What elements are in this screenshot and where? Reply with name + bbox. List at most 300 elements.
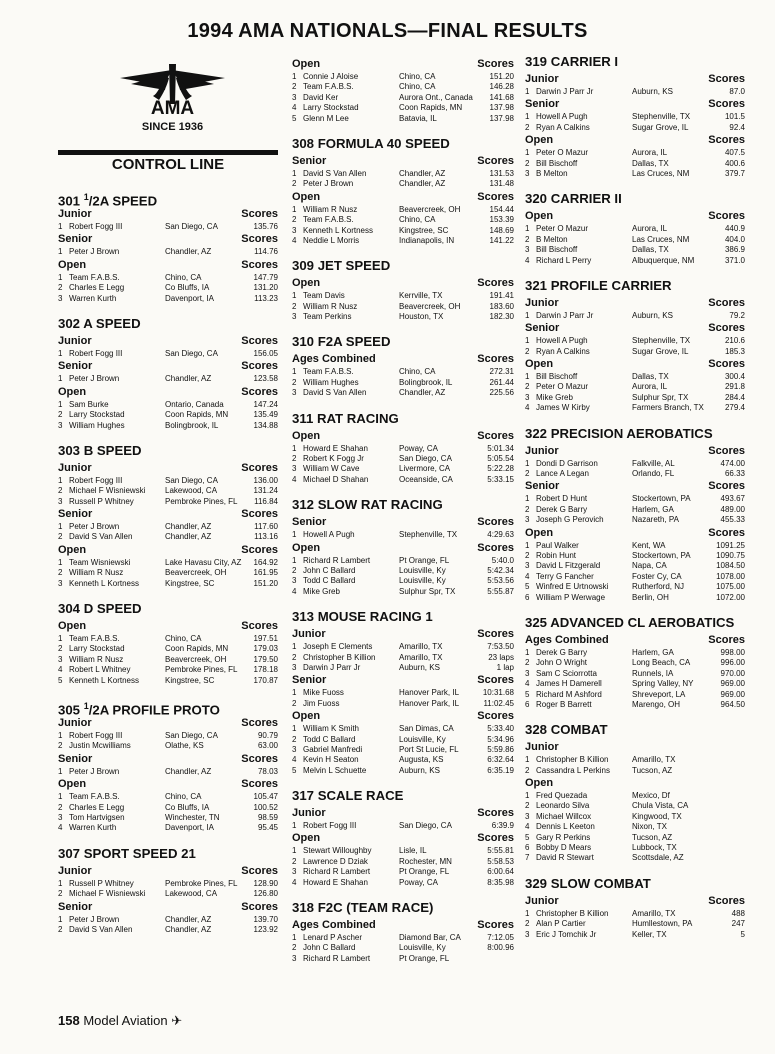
division-label: Ages Combined xyxy=(292,919,376,932)
competitor-name: James W Kirby xyxy=(536,403,590,413)
event-block xyxy=(292,256,514,322)
score: 11:02.45 xyxy=(483,698,514,708)
place: 4 xyxy=(525,571,530,581)
hometown: Auburn, KS xyxy=(399,765,440,775)
competitor-name: Larry Stockstad xyxy=(69,410,125,420)
competitor-name: Dennis L Keeton xyxy=(536,822,595,832)
competitor-name: Larry Stockstad xyxy=(303,103,359,113)
event-number: 317 xyxy=(292,788,315,804)
place: 2 xyxy=(292,856,297,866)
ama-wings-icon xyxy=(105,64,240,142)
score: 116.84 xyxy=(254,496,278,506)
publication-name: Model Aviation xyxy=(83,1013,168,1028)
event-fraction-rest: /2A xyxy=(88,193,109,209)
division-label: Junior xyxy=(58,716,92,729)
result-row xyxy=(525,853,745,863)
hometown: Tucson, AZ xyxy=(632,832,673,842)
competitor-name: Howard E Shahan xyxy=(303,443,368,453)
place: 2 xyxy=(292,734,297,744)
scores-label: Scores xyxy=(477,541,514,554)
division-label: Senior xyxy=(525,98,560,111)
division-header xyxy=(58,543,278,558)
hometown: Chandler, AZ xyxy=(165,522,212,532)
place: 1 xyxy=(58,475,63,485)
competitor-name: Derek G Barry xyxy=(536,504,588,514)
place: 2 xyxy=(525,801,530,811)
score: 63.00 xyxy=(257,741,278,751)
event-block xyxy=(292,57,514,124)
place: 3 xyxy=(525,561,530,571)
competitor-name: Todd C Ballard xyxy=(303,734,356,744)
division-label: Junior xyxy=(525,741,559,754)
place: 3 xyxy=(58,496,63,506)
result-row xyxy=(525,169,745,179)
event-fraction-top: 1 xyxy=(83,192,89,202)
competitor-name: Roger B Barrett xyxy=(536,699,592,709)
hometown: Rochester, MN xyxy=(399,856,452,866)
event-block xyxy=(525,874,745,940)
division-header xyxy=(525,894,745,909)
division-header xyxy=(58,258,278,273)
event-block xyxy=(525,276,745,414)
hometown: Davenport, IA xyxy=(165,293,214,303)
score: 101.5 xyxy=(724,112,745,122)
scores-label: Scores xyxy=(477,190,514,203)
scores-label: Scores xyxy=(708,322,745,335)
division-label: Junior xyxy=(58,334,92,347)
result-row xyxy=(292,291,514,301)
place: 3 xyxy=(525,811,530,821)
score: 170.87 xyxy=(253,675,278,685)
score xyxy=(709,766,745,776)
score: 161.95 xyxy=(253,568,278,578)
result-row xyxy=(525,148,745,158)
scores-label: Scores xyxy=(708,98,745,111)
division-label: Junior xyxy=(58,461,92,474)
event-name: ADVANCED CL AEROBATICS xyxy=(550,614,735,630)
place: 2 xyxy=(525,658,530,668)
hometown: Coon Rapids, MN xyxy=(165,410,229,420)
result-row xyxy=(58,283,278,293)
competitor-name: David Ker xyxy=(303,92,339,102)
hometown: Auburn, KS xyxy=(632,87,673,96)
place: 1 xyxy=(58,878,63,888)
division-label: Senior xyxy=(525,322,560,335)
competitor-name: Robert Fogg III xyxy=(69,475,123,485)
score xyxy=(709,843,745,853)
competitor-name: Robert L Whitney xyxy=(69,665,131,675)
event-block xyxy=(58,844,278,936)
competitor-name: John C Ballard xyxy=(303,565,356,575)
hometown: Keller, TX xyxy=(632,929,667,939)
event-name: SLOW COMBAT xyxy=(550,875,651,891)
ama-logo xyxy=(105,64,240,142)
place: 2 xyxy=(525,919,530,929)
hometown: Stephenville, TX xyxy=(632,336,691,346)
result-row xyxy=(58,222,278,232)
hometown: Chandler, AZ xyxy=(165,914,212,924)
score: 23 laps xyxy=(488,652,514,662)
scores-label: Scores xyxy=(477,628,514,641)
division-header xyxy=(292,673,514,688)
division-label: Senior xyxy=(58,508,93,521)
place: 1 xyxy=(58,914,63,924)
hometown: San Diego, CA xyxy=(399,821,452,831)
result-row xyxy=(525,690,745,700)
division-label: Open xyxy=(292,58,321,70)
competitor-name: Stewart Willoughby xyxy=(303,846,372,856)
competitor-name: Peter J Brown xyxy=(69,914,120,924)
result-row xyxy=(525,469,745,479)
score: 154.44 xyxy=(489,204,514,214)
hometown: Chandler, AZ xyxy=(165,766,212,776)
result-row xyxy=(292,766,514,776)
event-title xyxy=(525,874,745,894)
hometown: Napa, CA xyxy=(632,561,667,571)
hometown: Sulphur Spr, TX xyxy=(632,392,689,402)
result-row xyxy=(58,558,278,568)
place: 2 xyxy=(58,802,63,812)
result-row xyxy=(525,235,745,245)
place: 5 xyxy=(58,675,63,685)
hometown: Kent, WA xyxy=(632,540,666,550)
competitor-name: Howell A Pugh xyxy=(303,530,355,540)
place: 1 xyxy=(525,87,530,96)
score: 440.9 xyxy=(724,224,745,234)
division-header xyxy=(58,359,278,374)
score: 5:33.40 xyxy=(487,724,514,734)
hometown: Orlando, FL xyxy=(632,469,675,479)
score: 1072.00 xyxy=(716,592,745,602)
competitor-name: Peter O Mazur xyxy=(536,148,589,158)
result-row xyxy=(292,653,514,663)
result-row xyxy=(58,579,278,589)
hometown: Pt Orange, FL xyxy=(399,867,450,877)
hometown: Rutherford, NJ xyxy=(632,582,685,592)
result-row xyxy=(525,459,745,469)
score: 148.69 xyxy=(489,225,514,235)
score: 105.47 xyxy=(253,792,278,802)
competitor-name: David S Van Allen xyxy=(69,924,133,934)
division-label: Senior xyxy=(292,154,327,167)
scores-label: Scores xyxy=(708,73,745,85)
hometown: Batavia, IL xyxy=(399,113,437,123)
place: 1 xyxy=(525,647,530,657)
hometown: Chino, CA xyxy=(165,272,202,282)
place: 2 xyxy=(525,158,530,168)
hometown: Sulphur Spr, TX xyxy=(399,586,456,596)
competitor-name: Christopher B Killion xyxy=(536,755,609,765)
score: 114.76 xyxy=(254,247,278,257)
scores-label: Scores xyxy=(241,752,278,765)
place: 2 xyxy=(525,765,530,775)
competitor-name: Charles E Legg xyxy=(69,802,125,812)
result-row xyxy=(525,256,745,266)
result-row xyxy=(292,454,514,464)
score: 164.92 xyxy=(253,557,278,567)
event-block xyxy=(292,898,514,964)
hometown: Co Bluffs, IA xyxy=(165,802,210,812)
scores-label: Scores xyxy=(708,633,745,646)
place: 1 xyxy=(525,755,530,765)
place: 2 xyxy=(525,122,530,132)
hometown: Oceanside, CA xyxy=(399,474,453,484)
competitor-name: John O Wright xyxy=(536,658,587,668)
division-label: Junior xyxy=(525,894,559,907)
event-title xyxy=(525,613,745,633)
competitor-name: William R Nusz xyxy=(69,568,124,578)
score: 137.98 xyxy=(489,113,514,123)
result-row xyxy=(525,112,745,122)
hometown: Amarillo, TX xyxy=(632,908,676,918)
score: 137.98 xyxy=(489,103,514,113)
division-label: Senior xyxy=(292,516,327,529)
result-row xyxy=(58,665,278,675)
event-number: 302 xyxy=(58,315,81,331)
result-row xyxy=(292,954,514,964)
hometown: Port St Lucie, FL xyxy=(399,744,459,754)
division-header xyxy=(58,232,278,247)
place: 7 xyxy=(525,853,530,863)
result-row xyxy=(292,933,514,943)
score: 123.92 xyxy=(253,924,278,934)
place: 1 xyxy=(58,348,63,358)
place: 1 xyxy=(292,555,297,565)
competitor-name: William R Nusz xyxy=(303,204,358,214)
event-fraction-top: 1 xyxy=(83,700,89,711)
division-header xyxy=(525,296,745,311)
score xyxy=(709,822,745,832)
hometown: San Dimas, CA xyxy=(399,724,454,734)
event-number: 312 xyxy=(292,497,315,513)
event-name: CARRIER I xyxy=(550,54,619,69)
score: 146.28 xyxy=(489,82,514,92)
division-label: Junior xyxy=(292,628,326,641)
place: 2 xyxy=(58,486,63,496)
scores-label: Scores xyxy=(477,807,514,820)
division-label: Junior xyxy=(58,864,92,877)
result-row xyxy=(58,767,278,777)
competitor-name: Melvin L Schuette xyxy=(303,765,367,775)
hometown: Nazareth, PA xyxy=(632,515,679,525)
event-title xyxy=(292,786,514,806)
result-row xyxy=(525,909,745,919)
competitor-name: Cassandra L Perkins xyxy=(536,765,610,775)
score: 66.33 xyxy=(724,469,745,479)
division-header xyxy=(525,776,745,791)
hometown: Albuquerque, NM xyxy=(632,255,695,265)
score: 5:59.86 xyxy=(487,744,514,754)
hometown: Amarillo, TX xyxy=(399,652,443,662)
result-row xyxy=(525,403,745,413)
score: 10:31.68 xyxy=(482,688,514,698)
score: 4:29.63 xyxy=(487,530,514,540)
result-row xyxy=(58,349,278,359)
competitor-name: Larry Stockstad xyxy=(69,644,125,654)
hometown: Las Cruces, NM xyxy=(632,168,690,178)
result-row xyxy=(525,515,745,525)
division-label: Open xyxy=(525,134,554,147)
score xyxy=(709,833,745,843)
result-row xyxy=(292,103,514,113)
competitor-name: Warren Kurth xyxy=(69,823,117,833)
score: 247 xyxy=(731,919,745,929)
place: 4 xyxy=(58,823,63,833)
place: 2 xyxy=(292,943,297,953)
event-number: 307 xyxy=(58,845,81,861)
division-label: Ages Combined xyxy=(292,353,376,366)
place: 4 xyxy=(292,877,297,887)
result-row xyxy=(525,347,745,357)
division-label: Open xyxy=(58,258,87,271)
results-column-1 xyxy=(58,187,278,945)
competitor-name: Richard R Lambert xyxy=(303,867,371,877)
event-title xyxy=(525,424,745,444)
competitor-name: Tom Hartvigsen xyxy=(69,812,125,822)
hometown: Stockertown, PA xyxy=(632,494,691,504)
place: 3 xyxy=(525,245,530,255)
division-label: Open xyxy=(525,526,554,539)
result-row xyxy=(525,224,745,234)
result-row xyxy=(58,655,278,665)
competitor-name: Warren Kurth xyxy=(69,293,117,303)
score: 379.7 xyxy=(724,168,745,178)
event-name: B SPEED xyxy=(83,442,142,458)
event-number: 309 xyxy=(292,258,315,274)
event-fraction-rest: /2A xyxy=(88,702,109,718)
competitor-name: Michael D Shahan xyxy=(303,474,369,484)
result-row xyxy=(525,669,745,679)
division-header xyxy=(58,716,278,731)
airplane-icon: ✈ xyxy=(171,1013,183,1028)
hometown: Bolingbrook, IL xyxy=(399,377,453,387)
hometown: Lakewood, CA xyxy=(165,486,218,496)
place: 3 xyxy=(525,515,530,525)
event-number: 310 xyxy=(292,334,315,350)
place: 2 xyxy=(58,741,63,751)
place: 1 xyxy=(525,310,530,320)
result-row xyxy=(58,889,278,899)
section-heading: CONTROL LINE xyxy=(111,156,225,173)
hometown: Amarillo, TX xyxy=(632,755,676,765)
place: 2 xyxy=(58,889,63,899)
event-name: PROFILE CARRIER xyxy=(550,277,672,293)
score: 6:39.9 xyxy=(491,821,514,831)
event-number: 303 xyxy=(58,442,81,458)
competitor-name: Paul Walker xyxy=(536,540,579,550)
division-header xyxy=(292,806,514,821)
scores-label: Scores xyxy=(708,480,745,493)
score: 5:34.96 xyxy=(487,734,514,744)
score: 178.18 xyxy=(253,665,278,675)
score: 135.49 xyxy=(253,410,278,420)
result-row xyxy=(58,410,278,420)
competitor-name: Russell P Whitney xyxy=(69,496,134,506)
place: 1 xyxy=(292,530,297,540)
place: 1 xyxy=(58,222,63,231)
result-row xyxy=(58,676,278,686)
event-title xyxy=(58,599,278,619)
place: 3 xyxy=(292,312,297,322)
division-header xyxy=(58,619,278,634)
result-row xyxy=(58,273,278,283)
score: 5:53.56 xyxy=(487,576,514,586)
competitor-name: Richard R Lambert xyxy=(303,953,371,963)
hometown: Aurora, IL xyxy=(632,148,668,158)
score: 128.90 xyxy=(253,878,278,888)
place: 3 xyxy=(525,668,530,678)
place: 1 xyxy=(58,766,63,776)
competitor-name: B Melton xyxy=(536,234,568,244)
result-row xyxy=(525,336,745,346)
result-row xyxy=(292,72,514,82)
event-block xyxy=(525,720,745,864)
result-row xyxy=(525,843,745,853)
competitor-name: Alan P Cartier xyxy=(536,919,586,929)
event-name: F2A SPEED xyxy=(317,334,391,350)
scores-label: Scores xyxy=(241,778,278,791)
scores-label: Scores xyxy=(477,516,514,529)
competitor-name: Bill Bischoff xyxy=(536,245,578,255)
result-row xyxy=(525,505,745,515)
competitor-name: Bill Bischoff xyxy=(536,372,578,382)
result-row xyxy=(292,530,514,540)
event-title xyxy=(292,607,514,627)
competitor-name: Team F.A.B.S. xyxy=(69,792,120,802)
scores-label: Scores xyxy=(708,526,745,539)
place: 1 xyxy=(525,224,530,234)
result-row xyxy=(292,745,514,755)
hometown: Lisle, IL xyxy=(399,846,427,856)
hometown: Kingstree, SC xyxy=(165,675,215,685)
division-label: Senior xyxy=(292,674,327,687)
hometown: Mexico, Df xyxy=(632,791,670,801)
division-header xyxy=(525,133,745,148)
event-block xyxy=(525,52,745,179)
score: 225.56 xyxy=(489,388,514,398)
hometown: Auburn, KS xyxy=(632,310,673,320)
scores-label: Scores xyxy=(241,360,278,373)
event-block xyxy=(292,607,514,776)
division-header xyxy=(292,541,514,556)
result-row xyxy=(292,169,514,179)
place: 2 xyxy=(292,377,297,387)
place: 1 xyxy=(292,846,297,856)
event-number: 321 xyxy=(525,277,548,293)
competitor-name: Robert Fogg III xyxy=(69,348,123,358)
score: 98.59 xyxy=(257,812,278,822)
result-row xyxy=(525,679,745,689)
result-row xyxy=(292,179,514,189)
score: 474.00 xyxy=(720,458,745,468)
hometown: Kingstree, SC xyxy=(165,578,215,588)
division-label: Open xyxy=(292,710,321,723)
division-label: Open xyxy=(292,429,321,442)
hometown: Pt Orange, FL xyxy=(399,953,450,963)
scores-label: Scores xyxy=(241,461,278,474)
competitor-name: Richard R Lambert xyxy=(303,555,371,565)
competitor-name: Robert Fogg III xyxy=(69,730,123,740)
hometown: Chandler, AZ xyxy=(165,924,212,934)
place: 5 xyxy=(292,113,297,123)
result-row xyxy=(58,532,278,542)
score: 969.00 xyxy=(720,689,745,699)
place: 2 xyxy=(292,652,297,662)
division-label: Senior xyxy=(58,360,93,373)
hometown: Pembroke Pines, FL xyxy=(165,665,238,675)
event-title xyxy=(525,720,745,740)
score: 156.05 xyxy=(253,348,278,358)
